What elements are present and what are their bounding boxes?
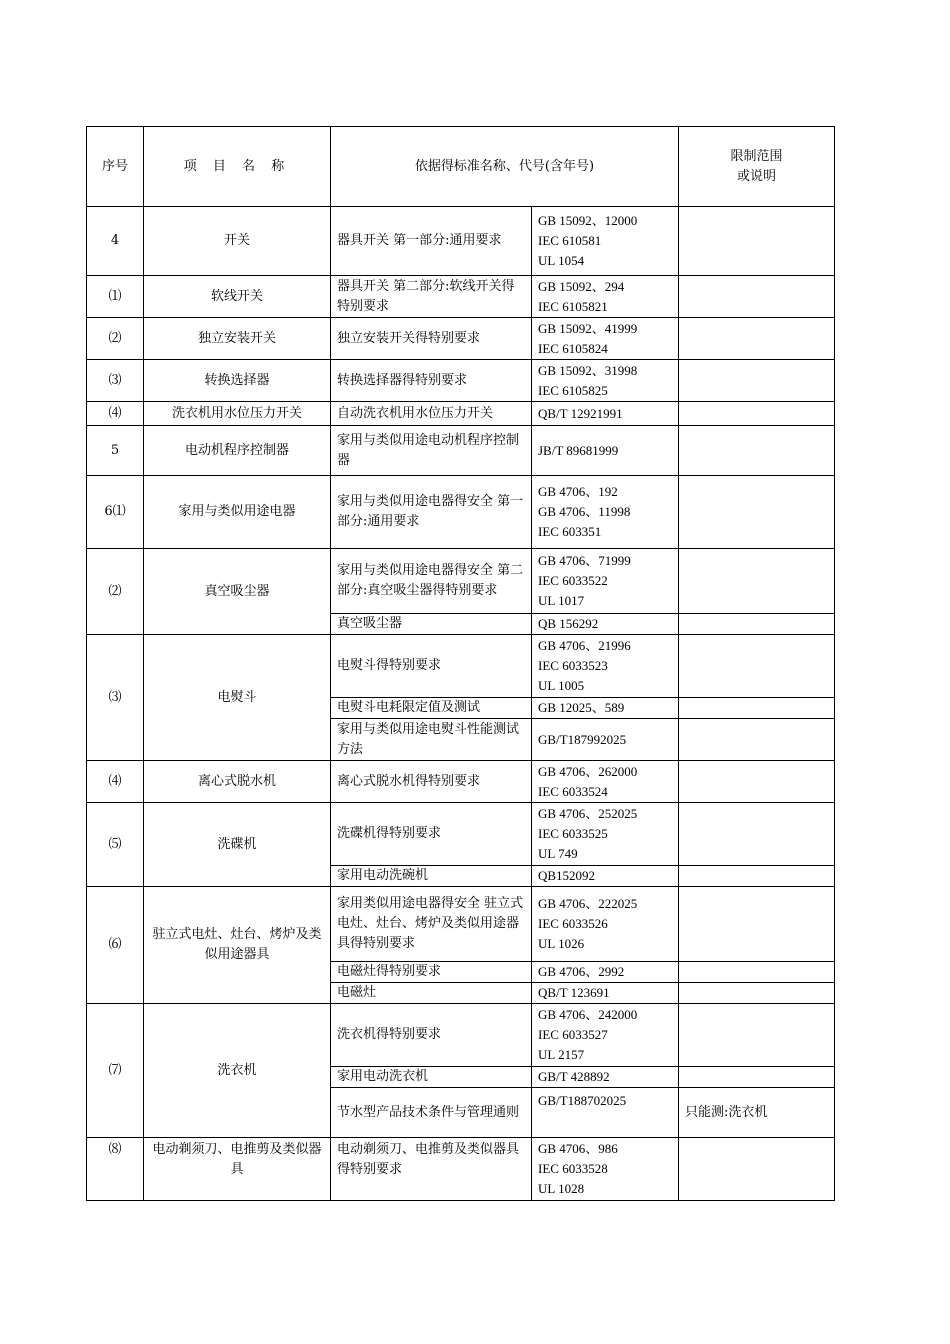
standard-code: GB/T 428892 [532,1067,679,1088]
row-item: 电动机程序控制器 [144,426,331,476]
row-item: 洗碟机 [144,803,331,887]
standard-code: UL 1026 [538,936,585,951]
standard-code: IEC 6033526 [538,916,608,931]
standard-code: UL 1054 [538,253,585,268]
standard-code: IEC 6105821 [538,298,608,314]
table-row [87,635,835,698]
standard-code: IEC 6033525 [538,826,608,841]
table-row [87,426,835,476]
header-note [679,127,835,207]
table-row [87,476,835,549]
table-row [87,761,835,803]
row-item: 转换选择器 [144,360,331,402]
table-row [87,887,835,962]
note-cell [679,614,835,635]
standard-codes [532,318,679,360]
table-row [87,803,835,866]
standard-name: 家用类似用途电器得安全 驻立式电灶、灶台、烤炉及类似用途器具得特别要求 [331,887,532,962]
standard-code: UL 1028 [538,1181,585,1196]
standard-code: IEC 6033522 [538,573,608,588]
standard-name: 家用电动洗衣机 [331,1067,532,1088]
standard-name: 器具开关 第一部分:通用要求 [331,207,532,276]
standard-code: GB 15092、41999 [538,320,638,336]
standard-code: IEC 603351 [538,524,602,539]
note-cell [679,402,835,426]
row-item: 洗衣机 [144,1004,331,1138]
table-row [87,207,835,276]
standard-name: 家用与类似用途电器得安全 第二部分:真空吸尘器得特别要求 [331,549,532,614]
row-item: 电动剃须刀、电推剪及类似器具 [144,1138,331,1201]
standard-code: GB 4706、242000 [538,1007,638,1022]
standard-name: 家用与类似用途电熨斗性能测试方法 [331,719,532,761]
note-cell [679,207,835,276]
row-seq: ⑶ [87,360,144,402]
row-seq: ⑶ [87,635,144,761]
note-cell [679,426,835,476]
standard-code: GB 15092、12000 [538,213,638,228]
standards-table [86,126,835,1201]
standard-name: 家用与类似用途电器得安全 第一部分:通用要求 [331,476,532,549]
header-row [87,127,835,207]
note-cell [679,866,835,887]
standard-code: GB 4706、986 [538,1141,618,1156]
standard-name: 洗衣机得特别要求 [331,1004,532,1067]
note-cell [679,276,835,318]
standard-name: 器具开关 第二部分:软线开关得特别要求 [331,276,532,318]
row-item: 真空吸尘器 [144,549,331,635]
table-row [87,1004,835,1067]
standard-codes [532,761,679,803]
header-note-line1: 限制范围 [730,148,783,164]
table-row [87,276,835,318]
row-seq: 5 [87,426,144,476]
standard-code: GB 4706、222025 [538,896,638,911]
table-row [87,360,835,402]
standard-code: UL 1017 [538,593,585,608]
row-item: 电熨斗 [144,635,331,761]
note-cell [679,635,835,698]
table-row [87,402,835,426]
note-cell [679,476,835,549]
row-seq: ⑸ [87,803,144,887]
note-cell [679,1138,835,1201]
standard-name: 洗碟机得特别要求 [331,803,532,866]
standard-codes [532,207,679,276]
standard-name: 电熨斗电耗限定值及测试 [331,698,532,719]
note-cell [679,318,835,360]
standard-name: 真空吸尘器 [331,614,532,635]
table-row [87,549,835,614]
note-cell [679,803,835,866]
standard-code: IEC 6033523 [538,658,608,673]
row-seq: ⑺ [87,1004,144,1138]
standard-code: QB/T 123691 [532,983,679,1004]
header-item: 项 目 名 称 [144,127,331,207]
standard-code: IEC 610581 [538,233,602,248]
standard-name: 离心式脱水机得特别要求 [331,761,532,803]
standard-name: 电磁灶得特别要求 [331,962,532,983]
standard-code: GB/T187992025 [532,719,679,761]
standard-code: JB/T 89681999 [532,426,679,476]
standard-codes [532,635,679,698]
standard-codes [532,1004,679,1067]
row-item: 家用与类似用途电器 [144,476,331,549]
row-seq: 6⑴ [87,476,144,549]
row-seq: ⑻ [87,1138,144,1201]
row-item: 离心式脱水机 [144,761,331,803]
header-note-line2: 或说明 [736,168,776,184]
standard-code: GB 4706、2992 [532,962,679,983]
row-seq: ⑷ [87,402,144,426]
standard-name: 家用与类似用途电动机程序控制器 [331,426,532,476]
row-item: 洗衣机用水位压力开关 [144,402,331,426]
standard-code: IEC 6105824 [538,340,608,356]
standard-code: IEC 6033528 [538,1161,608,1176]
note-cell [679,698,835,719]
row-seq: ⑷ [87,761,144,803]
note-cell [679,1067,835,1088]
note-cell [679,719,835,761]
standard-code: IEC 6105825 [538,382,608,398]
table-row [87,1138,835,1201]
standard-code: GB 4706、262000 [538,763,638,779]
row-seq: 4 [87,207,144,276]
row-seq: ⑵ [87,318,144,360]
standard-codes [532,476,679,549]
standard-codes [532,1138,679,1201]
standard-code: IEC 6033527 [538,1027,608,1042]
note-cell [679,761,835,803]
standard-codes [532,549,679,614]
standard-code: UL 749 [538,846,578,861]
standard-name: 独立安装开关得特别要求 [331,318,532,360]
standard-code: GB 4706、11998 [538,504,631,519]
row-item: 开关 [144,207,331,276]
standard-name: 电熨斗得特别要求 [331,635,532,698]
note-cell [679,983,835,1004]
standard-name: 自动洗衣机用水位压力开关 [331,402,532,426]
note-cell [679,549,835,614]
standard-code: IEC 6033524 [538,783,608,799]
standard-code: GB 12025、589 [532,698,679,719]
standard-name: 节水型产品技术条件与管理通则 [331,1088,532,1138]
standard-code: QB/T 12921991 [532,402,679,426]
standard-code: GB 4706、192 [538,484,618,499]
standard-codes [532,803,679,866]
standard-name: 电动剃须刀、电推剪及类似器具得特别要求 [331,1138,532,1201]
standard-code: GB 4706、21996 [538,638,631,653]
standard-codes [532,276,679,318]
standard-code: GB 15092、294 [538,278,625,294]
standard-code: GB 4706、252025 [538,806,638,821]
header-standard: 依据得标准名称、代号(含年号) [331,127,679,207]
table-row [87,318,835,360]
standard-codes [532,360,679,402]
row-seq: ⑹ [87,887,144,1004]
standard-name: 电磁灶 [331,983,532,1004]
row-item: 驻立式电灶、灶台、烤炉及类似用途器具 [144,887,331,1004]
note-cell [679,887,835,962]
standard-code: GB 15092、31998 [538,362,638,378]
standard-code: QB152092 [532,866,679,887]
note-cell [679,360,835,402]
standard-code: UL 2157 [538,1047,585,1062]
row-seq: ⑵ [87,549,144,635]
note-cell [679,1004,835,1067]
standard-code: GB/T188702025 [532,1088,679,1138]
standard-name: 家用电动洗碗机 [331,866,532,887]
header-seq: 序号 [87,127,144,207]
standard-name: 转换选择器得特别要求 [331,360,532,402]
row-seq: ⑴ [87,276,144,318]
note-cell: 只能测:洗衣机 [679,1088,835,1138]
row-item: 软线开关 [144,276,331,318]
standard-code: QB 156292 [532,614,679,635]
note-cell [679,962,835,983]
standard-code: UL 1005 [538,678,585,693]
standard-codes [532,887,679,962]
standard-code: GB 4706、71999 [538,553,631,568]
row-item: 独立安装开关 [144,318,331,360]
